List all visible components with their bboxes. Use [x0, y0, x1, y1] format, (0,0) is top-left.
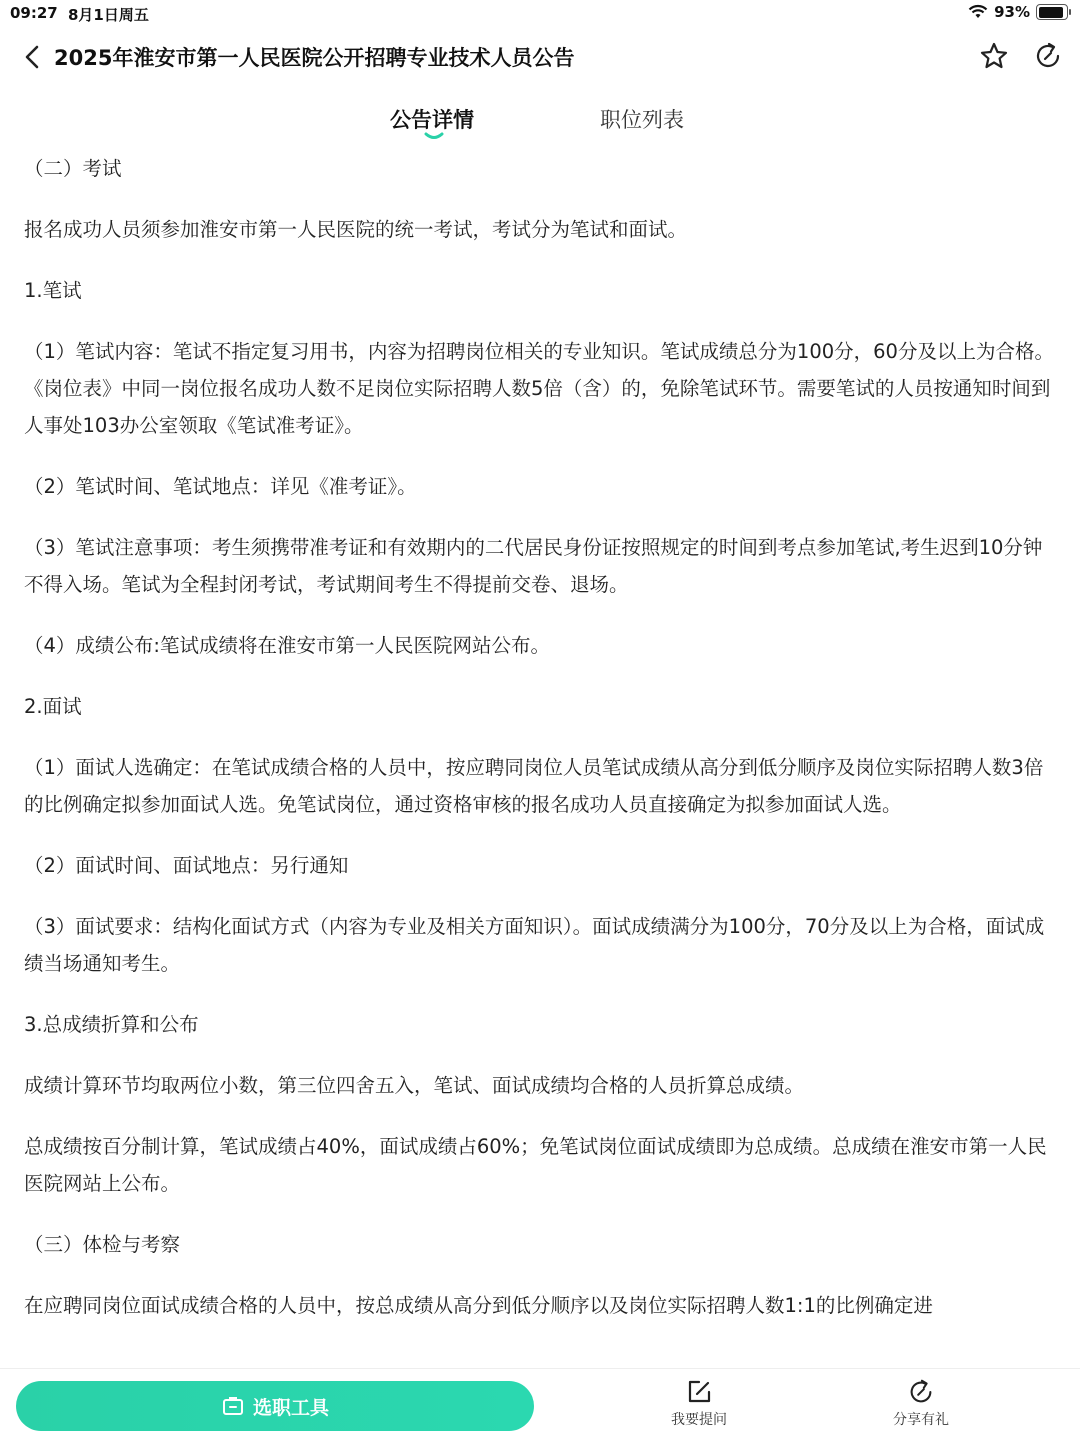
content-paragraph: 报名成功人员须参加淮安市第一人民医院的统一考试，考试分为笔试和面试。: [24, 218, 688, 241]
share-top-button[interactable]: [1032, 40, 1064, 72]
content-paragraph: （3）笔试注意事项：考生须携带准考证和有效期内的二代居民身份证按照规定的时间到考点参加笔试,考生迟到10分钟不得入场。笔试为全程封闭考试，考试期间考生不得提前交卷、退场。: [24, 536, 1043, 596]
status-bar: [0, 0, 1080, 28]
bottom-bar: [0, 1368, 1080, 1441]
battery-icon: [1036, 4, 1068, 20]
status-date: 8月1日周五: [68, 6, 149, 24]
content-paragraph: （4）成绩公布:笔试成绩将在淮安市第一人民医院网站公布。: [24, 634, 550, 657]
tab-position-list[interactable]: 职位列表: [600, 108, 684, 132]
briefcase-icon: [221, 1394, 245, 1418]
content-paragraph: 2.面试: [24, 695, 82, 718]
content-paragraph: 1.笔试: [24, 279, 82, 302]
share-gift-label: 分享有礼: [893, 1412, 949, 1428]
share-icon: [906, 1377, 936, 1407]
content-paragraph: （三）体检与考察: [24, 1233, 181, 1256]
edit-icon: [684, 1377, 714, 1407]
wifi-icon: [968, 4, 988, 20]
tab-bar: [0, 100, 1080, 144]
job-tool-button[interactable]: [16, 1381, 534, 1431]
content-paragraph: （2）笔试时间、笔试地点：详见《准考证》。: [24, 475, 417, 498]
job-tool-label: 选职工具: [252, 1396, 329, 1419]
content-paragraph: 3.总成绩折算和公布: [24, 1013, 199, 1036]
content-paragraph: （1）面试人选确定：在笔试成绩合格的人员中，按应聘同岗位人员笔试成绩从高分到低分顺序及岗位实际招聘人数3倍的比例确定拟参加面试人选。免笔试岗位，通过资格审核的报名成功人员直接确定为拟参加面试人选。: [24, 756, 1044, 816]
back-arrow-icon: [18, 42, 48, 72]
battery-level: [1039, 7, 1063, 18]
favorite-button[interactable]: [978, 40, 1010, 72]
ask-question-button[interactable]: [654, 1377, 744, 1429]
share-icon: [1032, 40, 1064, 72]
notice-content: [24, 150, 1060, 1365]
ask-question-label: 我要提问: [671, 1412, 727, 1428]
tab-notice-detail[interactable]: 公告详情: [390, 108, 474, 132]
back-button[interactable]: [18, 42, 48, 72]
nav-bar: [0, 30, 1080, 86]
content-paragraph: 在应聘同岗位面试成绩合格的人员中，按总成绩从高分到低分顺序以及岗位实际招聘人数1:1的比例确定进: [24, 1294, 933, 1317]
content-paragraph: （2）面试时间、面试地点：另行通知: [24, 854, 349, 877]
tab-active-indicator: [424, 132, 444, 140]
status-time: 09:27: [10, 4, 58, 22]
content-paragraph: （二）考试: [24, 157, 122, 180]
battery-percent: 93%: [994, 3, 1030, 21]
content-paragraph: 成绩计算环节均取两位小数，第三位四舍五入，笔试、面试成绩均合格的人员折算总成绩。: [24, 1074, 805, 1097]
content-paragraph: 总成绩按百分制计算，笔试成绩占40%，面试成绩占60%；免笔试岗位面试成绩即为总成绩。总成绩在淮安市第一人民医院网站上公布。: [24, 1135, 1047, 1195]
status-right: [968, 3, 1068, 21]
page-title: 2025年淮安市第一人民医院公开招聘专业技术人员公告: [54, 46, 575, 70]
content-paragraph: （3）面试要求：结构化面试方式（内容为专业及相关方面知识）。面试成绩满分为100分，70分及以上为合格，面试成绩当场通知考生。: [24, 915, 1045, 975]
content-paragraph: （1）笔试内容：笔试不指定复习用书，内容为招聘岗位相关的专业知识。笔试成绩总分为100分，60分及以上为合格。《岗位表》中同一岗位报名成功人数不足岗位实际招聘人数5倍（含）的，免除笔试环节。需要笔试的人员按通知时间到人事处103办公室领取《笔试准考证》。: [24, 340, 1054, 437]
star-icon: [978, 40, 1010, 72]
share-gift-button[interactable]: [876, 1377, 966, 1429]
